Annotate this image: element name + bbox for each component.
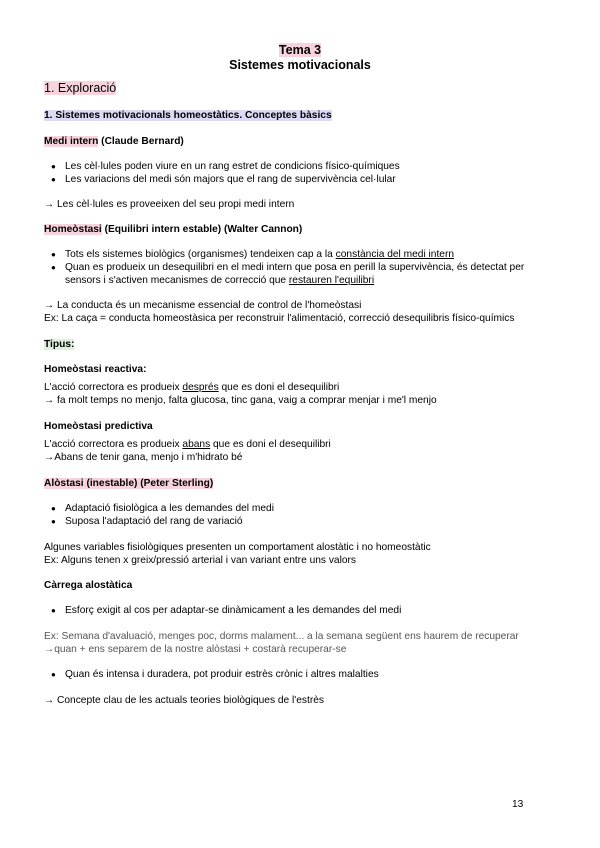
homeostasi-bullet-1	[65, 248, 454, 261]
bullet-icon: ●	[51, 175, 56, 184]
predictiva-line-2: →Abans de tenir gana, menjo i m'hidrato bé	[44, 452, 243, 463]
predictiva-heading: Homeòstasi predictiva	[44, 421, 153, 432]
homeostasi-bullet-2-text: sensors i s'activen mecanismes de correcció que	[65, 275, 289, 286]
alostasi-bullet-2: Suposa l'adaptació del rang de variació	[65, 516, 243, 527]
alostasi-heading	[44, 477, 213, 490]
medi-intern-heading-rest: (Claude Bernard)	[98, 136, 184, 147]
alostasi-heading-text: Alòstasi (inestable) (Peter Sterling)	[44, 478, 214, 489]
alostasi-note-2: Ex: Alguns tenen x greix/pressió arterial i van variant entre uns valors	[44, 555, 357, 566]
medi-intern-heading	[44, 135, 184, 148]
predictiva-line-1-post: que es doni el desequilibri	[210, 439, 331, 450]
alostasi-bullet-1: Adaptació fisiològica a les demandes del medi	[65, 503, 274, 514]
predictiva-line-1-underline: abans	[182, 439, 211, 450]
tipus-label-text: Tipus:	[44, 339, 75, 350]
carrega-example-2: →quan + ens separem de la nostre alòstasi + costarà recuperar-se	[44, 644, 347, 655]
subsection-title	[44, 109, 332, 122]
page-number: 13	[512, 799, 524, 810]
reactiva-heading: Homeòstasi reactiva:	[44, 364, 147, 375]
bullet-icon: ●	[51, 263, 56, 272]
medi-intern-bullet-1: Les cèl·lules poden viure en un rang estret de condicions físico-químiques	[65, 161, 400, 172]
medi-intern-note: → Les cèl·lules es proveeixen del seu propi medi intern	[44, 199, 295, 210]
homeostasi-bullet-1-text: Tots els sistemes biològics (organismes) tendeixen cap a la	[65, 249, 336, 260]
homeostasi-heading-hl: Homeòstasi	[44, 224, 102, 235]
homeostasi-heading	[44, 223, 302, 236]
predictiva-line-1-pre: L'acció correctora es produeix	[44, 439, 183, 450]
reactiva-line-1-pre: L'acció correctora es produeix	[44, 382, 183, 393]
alostasi-note-1: Algunes variables fisiològiques presenten un comportament alostàtic i no homeostàtic	[44, 542, 431, 553]
homeostasi-note-2: Ex: La caça = conducta homeostàsica per reconstruir l'alimentació, correcció desequilibris físico-químics	[44, 313, 515, 324]
tema-title	[0, 43, 600, 58]
subsection-title-text: 1. Sistemes motivacionals homeostàtics. Conceptes bàsics	[44, 110, 332, 121]
homeostasi-note-1: → La conducta és un mecanisme essencial de control de l'homeòstasi	[44, 300, 362, 311]
carrega-concept: → Concepte clau de les actuals teories biològiques de l'estrès	[44, 695, 324, 706]
homeostasi-heading-rest: (Equilibri intern estable) (Walter Cannon)	[101, 224, 303, 235]
bullet-icon: ●	[51, 606, 56, 615]
reactiva-line-1-underline: després	[182, 382, 219, 393]
homeostasi-bullet-2-line2	[65, 274, 374, 287]
predictiva-line-1	[44, 438, 331, 451]
homeostasi-bullet-1-underline: constància del medi intern	[335, 249, 455, 260]
page-subtitle: Sistemes motivacionals	[229, 58, 371, 72]
bullet-icon: ●	[51, 250, 56, 259]
homeostasi-bullet-2-line1: Quan es produeix un desequilibri en el medi intern que posa en perill la supervivència, és detectat per	[65, 262, 525, 273]
bullet-icon: ●	[51, 670, 56, 679]
homeostasi-bullet-2-underline: restauren l'equilibri	[288, 275, 375, 286]
tema-label: Tema 3	[278, 43, 322, 57]
carrega-bullet-2: Quan és intensa i duradera, pot produir estrès crònic i altres malalties	[65, 669, 379, 680]
medi-intern-heading-hl: Medi intern	[44, 136, 99, 147]
reactiva-line-1-post: que es doni el desequilibri	[218, 382, 340, 393]
medi-intern-bullet-2: Les variacions del medi són majors que el rang de supervivència cel·lular	[65, 174, 396, 185]
carrega-heading: Càrrega alostàtica	[44, 580, 133, 591]
bullet-icon: ●	[51, 162, 56, 171]
reactiva-line-1	[44, 381, 339, 394]
section-title	[44, 81, 116, 96]
reactiva-line-2: → fa molt temps no menjo, falta glucosa, tinc gana, vaig a comprar menjar i me'l menjo	[44, 395, 437, 406]
bullet-icon: ●	[51, 504, 56, 513]
carrega-example-1: Ex: Semana d'avaluació, menges poc, dorms malament... a la semana següent ens haurem de recuperar	[44, 631, 519, 642]
bullet-icon: ●	[51, 517, 56, 526]
section-title-text: 1. Exploració	[44, 81, 117, 95]
carrega-bullet-1: Esforç exigit al cos per adaptar-se dinàmicament a les demandes del medi	[65, 605, 402, 616]
tipus-label	[44, 338, 74, 351]
